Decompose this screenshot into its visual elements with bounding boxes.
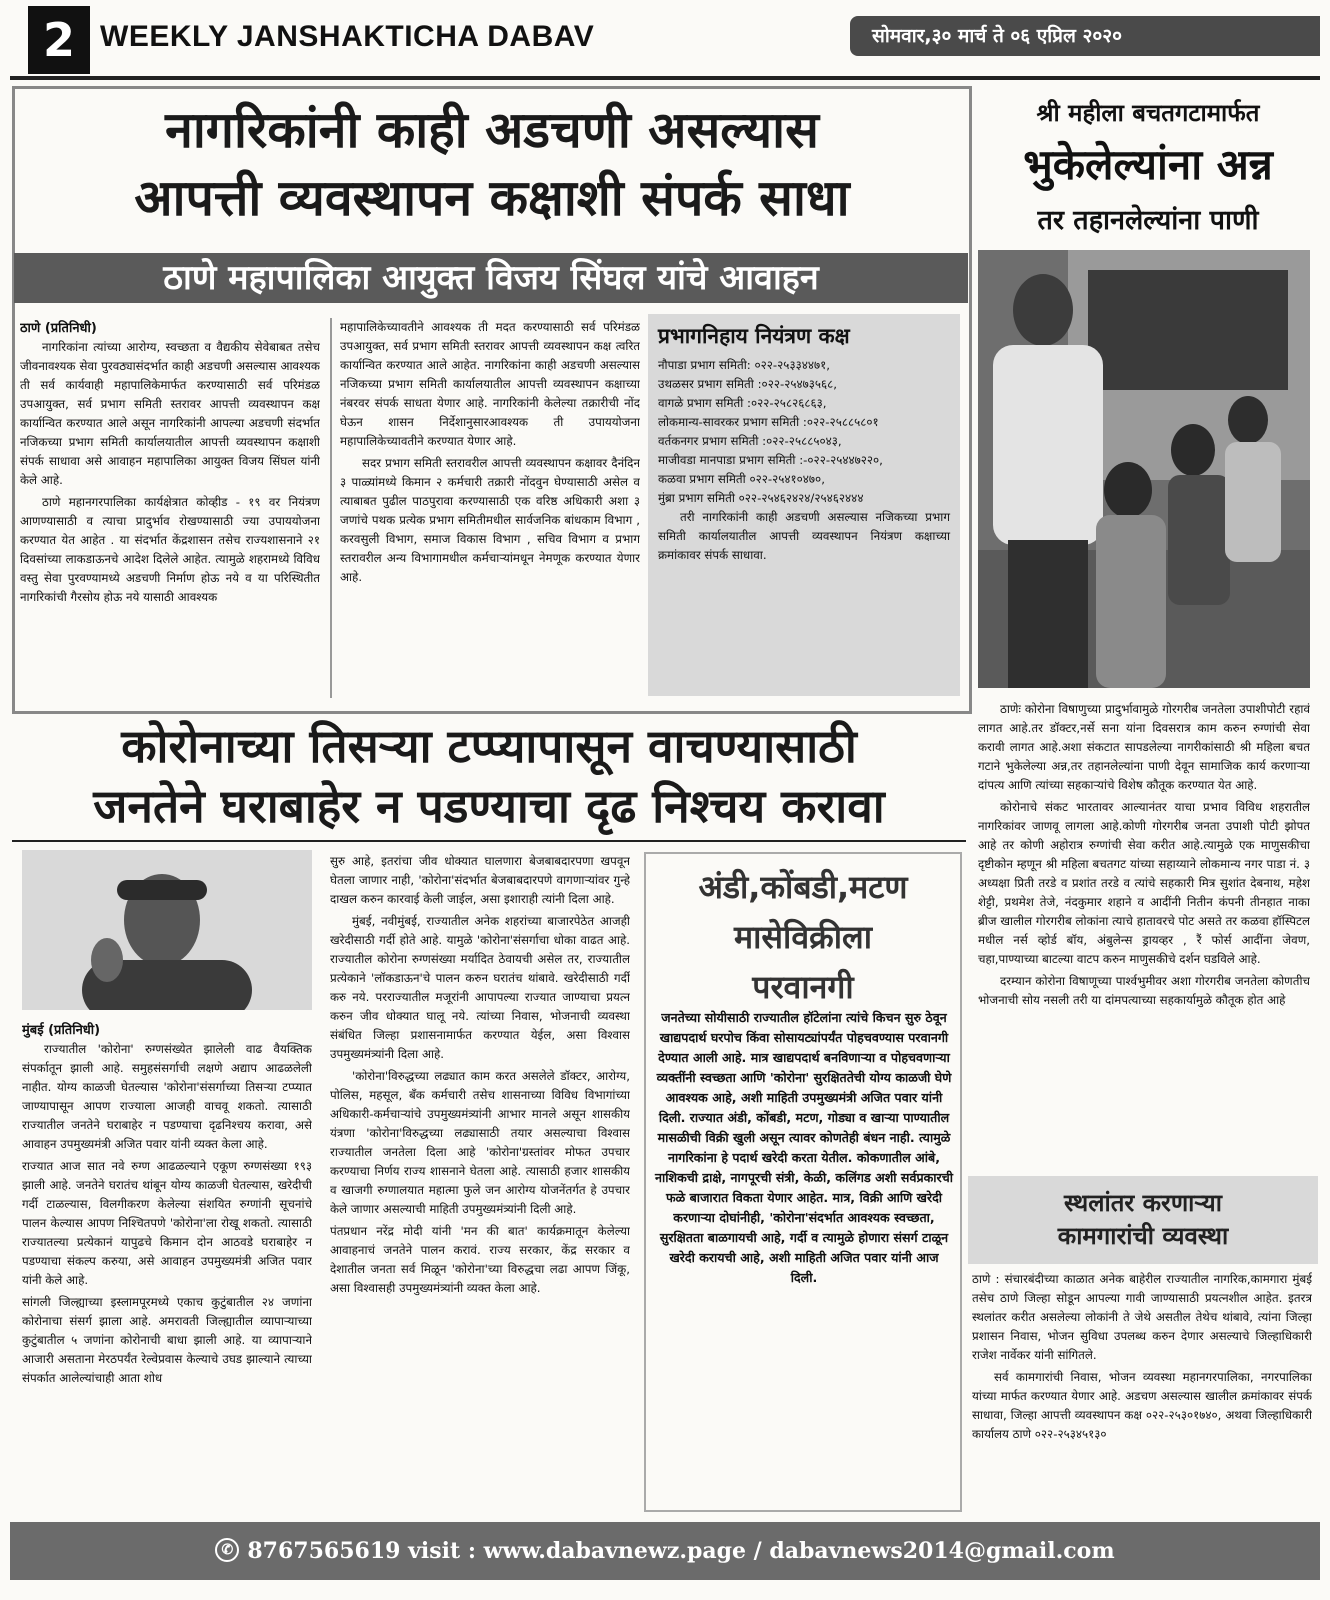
story1-col1	[20, 318, 320, 710]
page-number: 2	[28, 6, 90, 74]
paper-name: WEEKLY JANSHAKTICHA DABAV	[100, 20, 595, 53]
story2-col2-p1: सुरु आहे, इतरांचा जीव धोक्यात घालणारा बेजबाबदारपणा खपवून घेतला जाणार नाही, 'कोरोना'संदर्भात बेजबाबदारपणे वागणाऱ्यांवर गुन्हे दाखल करुन कारवाई केली जाईल, असा इशाराही त्यांनी दिला आहे.	[330, 854, 630, 906]
issue-date: सोमवार,३० मार्च ते ०६ एप्रिल २०२०	[850, 16, 1320, 56]
story2-headline-line2: जनतेने घराबाहेर न पडण्याचा दृढ निश्चय करावा	[93, 779, 885, 833]
story1-headline-line1: नागरिकांनी काही अडचणी असल्यास	[165, 101, 819, 159]
story1-headline	[20, 96, 964, 232]
migrants-title-box	[968, 1176, 1318, 1264]
story2-col1-p2: राज्यात आज सात नवे रुग्ण आढळल्याने एकूण रुग्णसंख्या १९३ झाली आहे. जनतेने घरातंच थांबून योग्य काळजी घेतल्यास, खरेदीची गर्दी टाळल्यास, विलगीकरण केलेल्या संशयित रुग्णांनी सूचनांचे पालन केल्यास आपण निश्चितपणे 'कोरोना'ला रोखू शकतो. त्यासाठी राज्यातल्या प्रत्येकानं यापुढचे किमान दोन आठवडे घराबाहेर न पडण्याचा संकल्प करुया, असे आवाहन उपमुख्यमंत्री अजित पवार यांनी केले आहे.	[22, 1159, 312, 1287]
story1-col1-p2: ठाणे महानगरपालिका कार्यक्षेत्रात कोव्हीड - १९ वर नियंत्रण आणण्यासाठी व त्याचा प्रादुर्भाव रोखण्यासाठी ज्या उपाययोजना करण्यात येत आहेत . या संदर्भात केंद्रशासन तसेच राज्यशासनाने २१ दिवसांच्या लाकडाऊनचे आदेश दिलेले आहेत. त्यामुळे शहरामध्ये विविध वस्तु सेवा पुरवण्यामध्ये अडचणी निर्माण होऊ नये व या परिस्थितीत नागरिकांची गैरसोय होऊ नये यासाठी आवश्यक	[20, 495, 320, 604]
column-divider	[330, 318, 332, 698]
story1-col1-p1: नागरिकांना त्यांच्या आरोग्य, स्वच्छता व वैद्यकीय सेवेबाबत तसेच जीवनावश्यक सेवा पुरवठ्यासंदर्भात काही अडचणी असल्यास आवश्यक ती सर्व कार्यवाही महापालिकेमार्फत करण्यासाठी सर्व परिमंडळ उपआयुक्त, सर्व प्रभाग समिती स्तरावर आपत्ती व्यवस्थापन कक्ष कार्यान्वित करण्यात आले असून नागरिकांनी आपल्या अडचणी संदर्भात नजिकच्या प्रभाग समिती कार्यालयातील आपत्ती व्यवस्थापन कक्षाशी संपर्क साधावा असे आवाहन महापालिका आयुक्त विजय सिंघल यांनी केले आहे.	[20, 340, 320, 487]
migrants-body	[972, 1270, 1312, 1510]
right-kicker: श्री महीला बचतगटामार्फत	[1036, 99, 1260, 127]
story3-headline	[648, 862, 958, 1012]
story2-col1-p3: सांगली जिल्ह्याच्या इस्लामपूरमध्ये एकाच कुटुंबातील २४ जणांना कोरोनाचा संसर्ग झाला आहे. अमरावती जिल्ह्यातील व्यापाऱ्याच्या कुटुंबातील ५ जणांना कोरोनाची बाधा झाली आहे. या व्यापाऱ्याने आजारी असताना मेरठपर्यंत रेल्वेप्रवास केल्याचे उघड झाल्याने त्याच्या संपर्कात आलेल्यांचाही आता शोध	[22, 1295, 312, 1385]
control-room-footer: तरी नागरिकांनी काही अडचणी असल्यास नजिकच्या प्रभाग समिती कार्यालयातील आपत्ती व्यवस्थापन नियंत्रण कक्षाच्या क्रमांकावर संपर्क साधावा.	[658, 510, 950, 562]
right-p3: दरम्यान कोरोना विषाणूच्या पार्श्वभुमीवर अशा गोरगरीब जनतेला कोणतीच भोजनाची सोय नसली तरी या दांमपत्याच्या सहकार्यामुळे कौतूक होत आहे	[978, 974, 1310, 1007]
story3-headline-line3: परवानगी	[752, 968, 854, 1006]
portrait-illustration	[22, 850, 312, 1010]
control-room-box	[648, 314, 960, 696]
right-p2: कोरोनाचे संकट भारतावर आल्यानंतर याचा प्रभाव विविध शहरातील नागरिकांवर जाणवू लागला आहे.कोणी गोरगरीब जनता उपाशी पोटी झोपत आहे तर कोणी अहोरात्र रुग्णांची सेवा करीत आहे.त्यामुळे एक माणुसकीचा दृष्टीकोन म्हणून श्री महिला बचतगट यांच्या सहाय्याने लोकमान्य नगर पाडा नं. ३ अध्यक्षा प्रिती तरडे व प्रशांत तरडे व त्यांचे सहकारी मित्र सुशांत देबनाथ, महेश शेट्टी, प्रथमेश तेजे, नंदकुमार शहाने व आदींनी नितीन कंपनी तीनहात नाका ब्रीज खालील गोरगरीब लोकांना त्याचे हातावरचे पोट असते तर कळवा हॉस्पिटल मधील नर्स व्होर्ड बॉय, अंबुलेन्स ड्रायव्हर , रैं फोर्स आदींना जेवण, चहा,पाण्याच्या बाटल्या वाटप करुन माणुसकीचे दर्शन घडविले आहे.	[978, 800, 1310, 966]
story1-col2-p2: सदर प्रभाग समिती स्तरावरील आपत्ती व्यवस्थापन कक्षावर दैनंदिन ३ पाळ्यांमध्ये किमान २ कर्मचारी तक्रारी नोंदवुन घेण्यासाठी असेल व त्याबाबत पुढील पाठपुरावा करण्यासाठी एक वरिष्ठ अधिकारी अशा ३ जणांचे पथक प्रत्येक प्रभाग समितीमधील सार्वजनिक बांधकाम विभाग , करवसुली विभाग, समाज विकास विभाग , सचिव विभाग व प्रभाग स्तरावरील अन्य विभागामधील कर्मचाऱ्यांमधून नेमणूक करण्यात येणार आहे.	[340, 456, 640, 584]
control-room-line: माजीवडा मानपाडा प्रभाग समिती :-०२२-२५४४७२२०,	[658, 453, 883, 467]
food-distribution-photo	[978, 250, 1310, 688]
deputy-cm-photo	[22, 850, 312, 1010]
story2-headline	[12, 716, 966, 836]
story3-headline-line1: अंडी,कोंबडी,मटण	[698, 868, 908, 906]
story2-rule	[12, 840, 966, 842]
footer-contact-text[interactable]: 8767565619 visit : www.dabavnewz.page / dabavnews2014@gmail.com	[247, 1538, 1115, 1564]
control-room-line: वर्तकनगर प्रभाग समिती :०२२-२५८८५०४३,	[658, 434, 842, 448]
migrants-title-line2: कामगारांची व्यवस्था	[1057, 1222, 1229, 1250]
masthead-rule	[10, 76, 1320, 80]
story1-col2	[340, 318, 640, 710]
control-room-line: उथळसर प्रभाग समिती :०२२-२५४७३५६८,	[658, 377, 838, 391]
right-subheadline: तर तहानलेल्यांना पाणी	[1037, 205, 1259, 236]
control-room-title: प्रभागनिहाय नियंत्रण कक्ष	[658, 324, 850, 348]
story1-col2-p1: महापालिकेच्यावतीने आवश्यक ती मदत करण्यासाठी सर्व परिमंडळ उपआयुक्त, सर्व प्रभाग समिती स्तरावर आपत्ती व्यवस्थापन कक्ष त्वरित कार्यान्वित करण्यात आले आहेत. नागरिकांना काही अडचणी असल्यास नजिकच्या प्रभाग समिती कार्यालयातील आपत्ती व्यवस्थापन कक्षाच्या नंबरवर संपर्क साधता येणार आहे. नागरिकांनी केलेल्या तक्रारीची नोंद घेऊन शासन निर्देशानुसारआवश्यक ती उपाययोजना महापालिकेच्यावतीने करण्यात येणार आहे.	[340, 320, 640, 448]
masthead	[0, 0, 1330, 80]
story2-byline: मुंबई (प्रतिनिधी)	[22, 1023, 101, 1038]
right-p1: ठाणेः कोरोना विषाणुच्या प्रादुर्भावामुळे गोरगरीब जनतेला उपाशीपोटी रहावं लागत आहे.तर डॉक्टर,नर्से सना यांना दिवसरात्र काम करुन रुग्णांची सेवा करावी लागत आहे.अशा संकटात सापडलेल्या नागरीकांसाठी श्री महिला बचत गटाने भुकेलेल्या अन्न,तर तहानलेल्यांना पाणी देवून सामाजिक कार्य करणाऱ्या दांपत्य आणि त्यांच्या सहकाऱ्यांचे विशेष कौतूक करण्यात येत आहे.	[978, 702, 1310, 792]
story2-col1	[22, 1020, 312, 1512]
story2-col2	[330, 852, 630, 1512]
control-room-line: मुंब्रा प्रभाग समिती ०२२-२५४६२४२४/२५४६२४४४	[658, 491, 864, 505]
control-room-list	[658, 356, 950, 508]
story1-headline-line2: आपत्ती व्यवस्थापन कक्षाशी संपर्क साधा	[134, 169, 850, 227]
control-room-line: नौपाडा प्रभाग समिती: ०२२-२५३३४४७१,	[658, 358, 831, 372]
story1-subheadline: ठाणे महापालिका आयुक्त विजय सिंघल यांचे आवाहन	[14, 253, 968, 303]
story2-col2-p4: पंतप्रधान नरेंद्र मोदी यांनी 'मन की बात' कार्यक्रमातून केलेल्या आवाहनाचं जनतेने पालन करावं. राज्य सरकार, केंद्र सरकार व देशातील जनता सर्व मिळून 'कोरोना'च्या विरुद्धचा लढा आपण जिंकू, असा विश्वासही उपमुख्यमंत्र्यांनी व्यक्त केला आहे.	[330, 1224, 630, 1295]
story2-col2-p2: मुंबई, नवीमुंबई, राज्यातील अनेक शहरांच्या बाजारपेठेत आजही खरेदीसाठी गर्दी होते आहे. यामुळे 'कोरोना'संसर्गाचा धोका वाढत आहे. राज्यातील कोरोना रुग्णसंख्या मर्यादित ठेवायची असेल तर, राज्यातील प्रत्येकाने 'लॉकडाऊन'चे पालन करुन घरातंच थांबावे. खरेदीसाठी गर्दी करु नये. परराज्यातील मजूरांनी आपापल्या राज्यात जाण्याचा प्रयत्न करुन जीव धोक्यात घालू नये. त्यांच्या निवास, भोजनाची व्यवस्था संबंधित जिल्हा प्रशासनामार्फत करण्यात येईल, असा विश्वास उपमुख्यमंत्र्यांनी दिला आहे.	[330, 914, 630, 1061]
footer-band	[10, 1522, 1320, 1580]
migrants-title-line1: स्थलांतर करणाऱ्या	[1064, 1189, 1222, 1217]
story3-headline-line2: मासेविक्रीला	[734, 918, 872, 956]
story3-body: जनतेच्या सोयीसाठी राज्यातील हॉटेलांना त्यांचे किचन सुरु ठेवून खाद्यपदार्थ घरपोच किंवा सोसायट्यांपर्यंत पोहचवण्यास परवानगी देण्यात आली आहे. मात्र खाद्यपदार्थ बनविणाऱ्या व पोहचवणाऱ्या व्यक्तींनी स्वच्छता आणि 'कोरोना' सुरक्षिततेची योग्य काळजी घेणे आवश्यक आहे, अशी माहिती उपमुख्यमंत्री अजित पवार यांनी दिली. राज्यात अंडी, कोंबडी, मटण, गोड्या व खाऱ्या पाण्यातील मासळीची विक्री खुली असून त्यावर कोणतेही बंधन नाही. त्यामुळे नागरिकांना हे पदार्थ खरेदी करता येतील. कोकणातील आंबे, नाशिकची द्राक्षे, नागपूरची संत्री, केळी, कलिंगड अशी सर्वप्रकारची फळे बाजारात विकता येणार आहेत. मात्र, विक्री आणि खरेदी करणाऱ्या दोघांनीही, 'कोरोना'संदर्भात आवश्यक स्वच्छता, सुरक्षितता बाळगायची आहे, गर्दी व त्यामुळे होणारा संसर्ग टाळून खरेदी करायची आहे, अशी माहिती अजित पवार यांनी आज दिली.	[655, 1010, 953, 1285]
story2-col2-p3: 'कोरोना'विरुद्धच्या लढ्यात काम करत असलेले डॉक्टर, आरोग्य, पोलिस, महसूल, बँक कर्मचारी तसेच शासनाच्या विविध विभागांच्या अधिकारी-कर्मचाऱ्यांचे उपमुख्यमंत्र्यांनी आभार मानले असून शासकीय यंत्रणा 'कोरोना'विरुद्धच्या लढ्यासाठी तयार असल्याचा विश्वास राज्यातील जनतेला दिला आहे 'कोरोना'ग्रस्तांवर मोफत उपचार करण्याचा निर्णय राज्य शासनाने घेतला आहे. त्यासाठी हजार शासकीय व खाजगी रुग्णालयात महात्मा फुले जन आरोग्य योजनेंतर्गत हे उपचार केले जाणार असल्याची माहिती उपमुख्यमंत्र्यांनी दिली आहे.	[330, 1069, 630, 1216]
right-headline: भुकेलेल्यांना अन्न	[1023, 140, 1273, 189]
control-room-line: लोकमान्य-सावरकर प्रभाग समिती :०२२-२५८८५८०१	[658, 415, 879, 429]
control-room-line: कळवा प्रभाग समिती ०२२-२५४१०४७०,	[658, 472, 825, 486]
migrants-p2: सर्व कामगारांची निवास, भोजन व्यवस्था महानगरपालिका, नगरपालिका यांच्या मार्फत करण्यात येणार आहे. अडचण असल्यास खालील क्रमांकावर संपर्क साधावा, जिल्हा आपत्ती व्यवस्थापन कक्ष ०२२-२५३०१७४०, अथवा जिल्हाधिकारी कार्यालय ठाणे ०२२-२५३४५१३०	[972, 1370, 1312, 1441]
photo-illustration	[978, 250, 1310, 688]
control-room-line: वागळे प्रभाग समिती :०२२-२५८२६८६३,	[658, 396, 827, 410]
whatsapp-icon: ✆	[215, 1538, 239, 1562]
story2-headline-line1: कोरोनाच्या तिसऱ्या टप्प्यापासून वाचण्यासाठी	[121, 719, 857, 773]
migrants-p1: ठाणे : संचारबंदीच्या काळात अनेक बाहेरील राज्यातील नागरिक,कामगारा मुंबई तसेच ठाणे जिल्हा सोडून आपल्या गावी जाण्यासाठी प्रयत्नशील आहेत. इतरत्र स्थलांतर करीत असलेल्या लोकांनी ते जेथे असतील तेथेच थांबावे, त्यांना जिल्हा प्रशासन निवास, भोजन सुविधा उपलब्ध करुन देणार असल्याचे जिल्हाधिकारी राजेश नार्वेकर यांनी सांगितले.	[972, 1272, 1312, 1362]
right-story-body	[978, 700, 1310, 1168]
story1-byline: ठाणे (प्रतिनिधी)	[20, 321, 97, 336]
story2-col1-p1: राज्यातील 'कोरोना' रुग्णसंख्येत झालेली वाढ वैयक्तिक संपर्कातून झाली आहे. समुहसंसर्गाची लक्षणे अद्याप आढळलेली नाहीत. योग्य काळजी घेतल्यास 'कोरोना'संसर्गाच्या तिसऱ्या टप्प्यात जाण्यापासून आपण राज्याला आजही वाचवू शकतो. त्यासाठी राज्यातील जनतेने घराबाहेर न पडण्याचा दृढनिश्चय करावा, असे आवाहन उपमुख्यमंत्री अजित पवार यांनी व्यक्त केला आहे.	[22, 1042, 312, 1151]
